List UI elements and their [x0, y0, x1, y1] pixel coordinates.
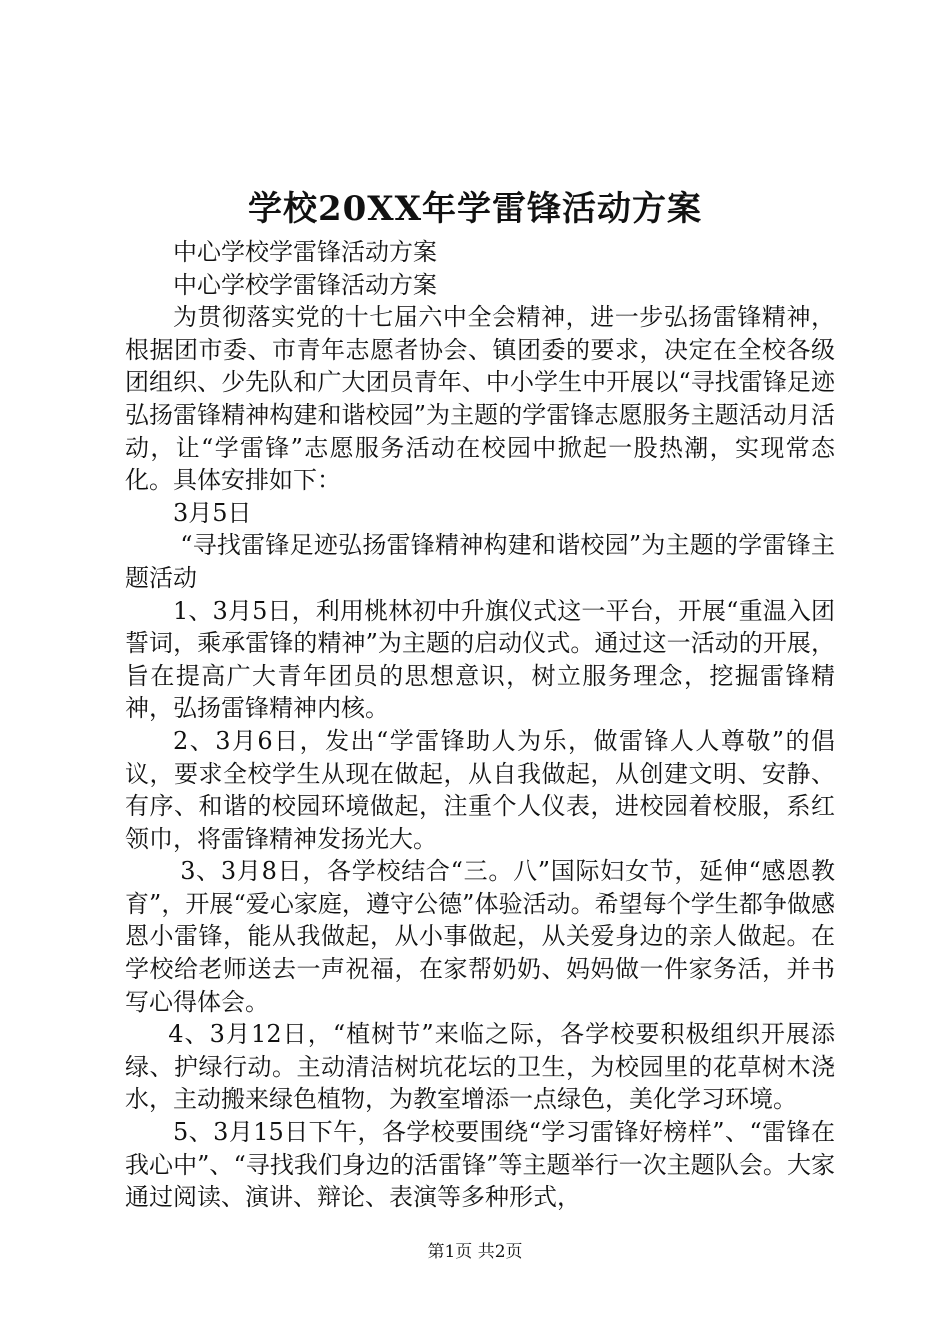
paragraph-date: 3月5日 — [173, 498, 252, 527]
page-footer: 第1页 共2页 — [427, 1242, 523, 1262]
paragraph-intro: 为贯彻落实党的十七届六中全会精神，进一步弘扬雷锋精神，根据团市委、市青年志愿者协会、镇团委的要求，决定在全校各级团组织、少先队和广大团员青年、中小学生中开展以“寻找雷锋足迹弘扬雷锋精神构建和谐校园”为主题的学雷锋志愿服务主题活动月活动，让“学雷锋”志愿服务活动在校园中掀起一股热潮，实现常态化。具体安排如下： — [125, 303, 835, 495]
paragraph-item-2: 2、3月6日，发出“学雷锋助人为乐，做雷锋人人尊敬”的倡议，要求全校学生从现在做起，从自我做起，从创建文明、安静、有序、和谐的校园环境做起，注重个人仪表，进校园着校服，系红领巾，将雷锋精神发扬光大。 — [125, 726, 835, 853]
paragraph-subtitle-1: 中心学校学雷锋活动方案 — [173, 238, 437, 266]
document-title: 学校20XX年学雷锋活动方案 — [247, 189, 703, 229]
paragraph-item-5: 5、3月15日下午，各学校要围绕“学习雷锋好榜样”、“雷锋在我心中”、“寻找我们身边的活雷锋”等主题举行一次主题队会。大家通过阅读、演讲、辩论、表演等多种形式， — [125, 1118, 835, 1212]
document-body — [125, 236, 835, 1214]
paragraph-subtitle-2: 中心学校学雷锋活动方案 — [173, 270, 437, 299]
paragraph-item-4: 4、3月12日，“植树节”来临之际，各学校要积极组织开展添绿、护绿行动。主动清洁树坑花坛的卫生，为校园里的花草树木浇水，主动搬来绿色植物，为教室增添一点绿色，美化学习环境。 — [125, 1020, 835, 1114]
paragraph-item-3: 3、3月8日，各学校结合“三。八”国际妇女节，延伸“感恩教育”，开展“爱心家庭，遵守公德”体验活动。希望每个学生都争做感恩小雷锋，能从我做起，从小事做起，从关爱身边的亲人做起。在学校给老师送去一声祝福，在家帮奶奶、妈妈做一件家务活，并书写心得体会。 — [125, 857, 835, 1016]
paragraph-item-1: 1、3月5日，利用桃林初中升旗仪式这一平台，开展“重温入团誓词，乘承雷锋的精神”为主题的启动仪式。通过这一活动的开展，旨在提高广大青年团员的思想意识，树立服务理念，挖掘雷锋精神，弘扬雷锋精神内核。 — [125, 596, 835, 723]
paragraph-theme: “寻找雷锋足迹弘扬雷锋精神构建和谐校园”为主题的学雷锋主题活动 — [125, 531, 835, 592]
